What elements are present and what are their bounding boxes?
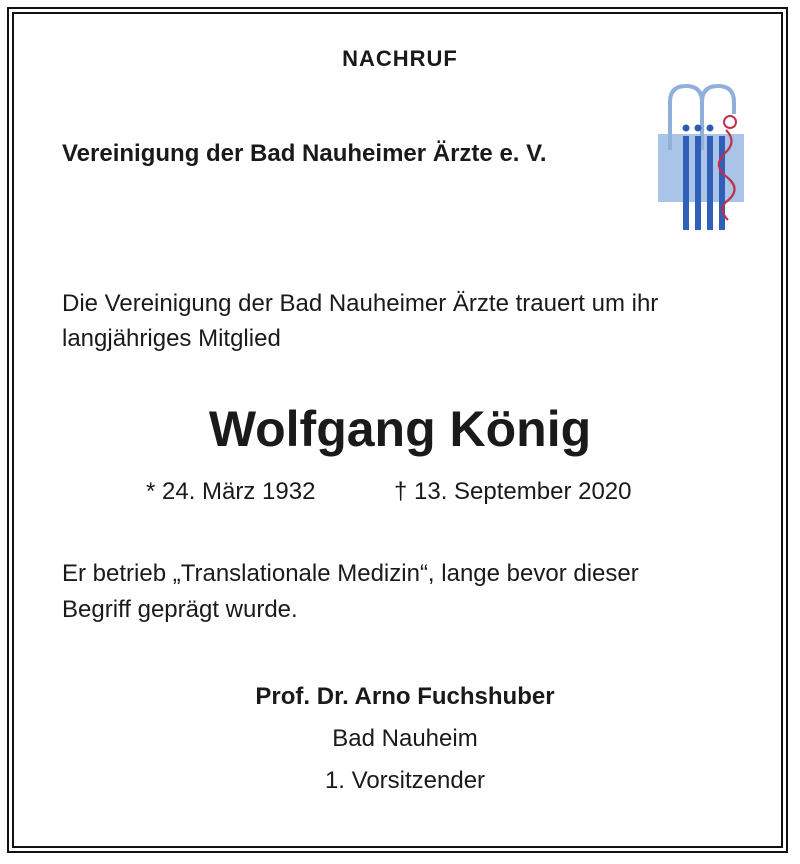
birth-date: * 24. März 1932 bbox=[146, 478, 316, 505]
tribute-line: Er betrieb „Translationale Medizin“, lange bevor dieser bbox=[62, 560, 639, 587]
tribute-text bbox=[62, 556, 762, 628]
intro-line: Die Vereinigung der Bad Nauheimer Ärzte trauert um ihr bbox=[62, 290, 659, 317]
death-date: † 13. September 2020 bbox=[394, 478, 632, 505]
notice-heading: NACHRUF bbox=[342, 46, 458, 71]
signatory-place: Bad Nauheim bbox=[332, 725, 478, 752]
signatory-name: Prof. Dr. Arno Fuchshuber bbox=[255, 683, 555, 710]
signatory-role: 1. Vorsitzender bbox=[324, 767, 486, 794]
signature-block bbox=[0, 676, 800, 802]
intro-line: langjähriges Mitglied bbox=[62, 325, 281, 352]
intro-text bbox=[62, 286, 762, 356]
caduceus-fountain-logo-icon bbox=[656, 80, 746, 235]
deceased-name: Wolfgang König bbox=[208, 401, 592, 457]
tribute-line: Begriff geprägt wurde. bbox=[62, 596, 298, 623]
organization-name: Vereinigung der Bad Nauheimer Ärzte e. V. bbox=[62, 140, 547, 167]
